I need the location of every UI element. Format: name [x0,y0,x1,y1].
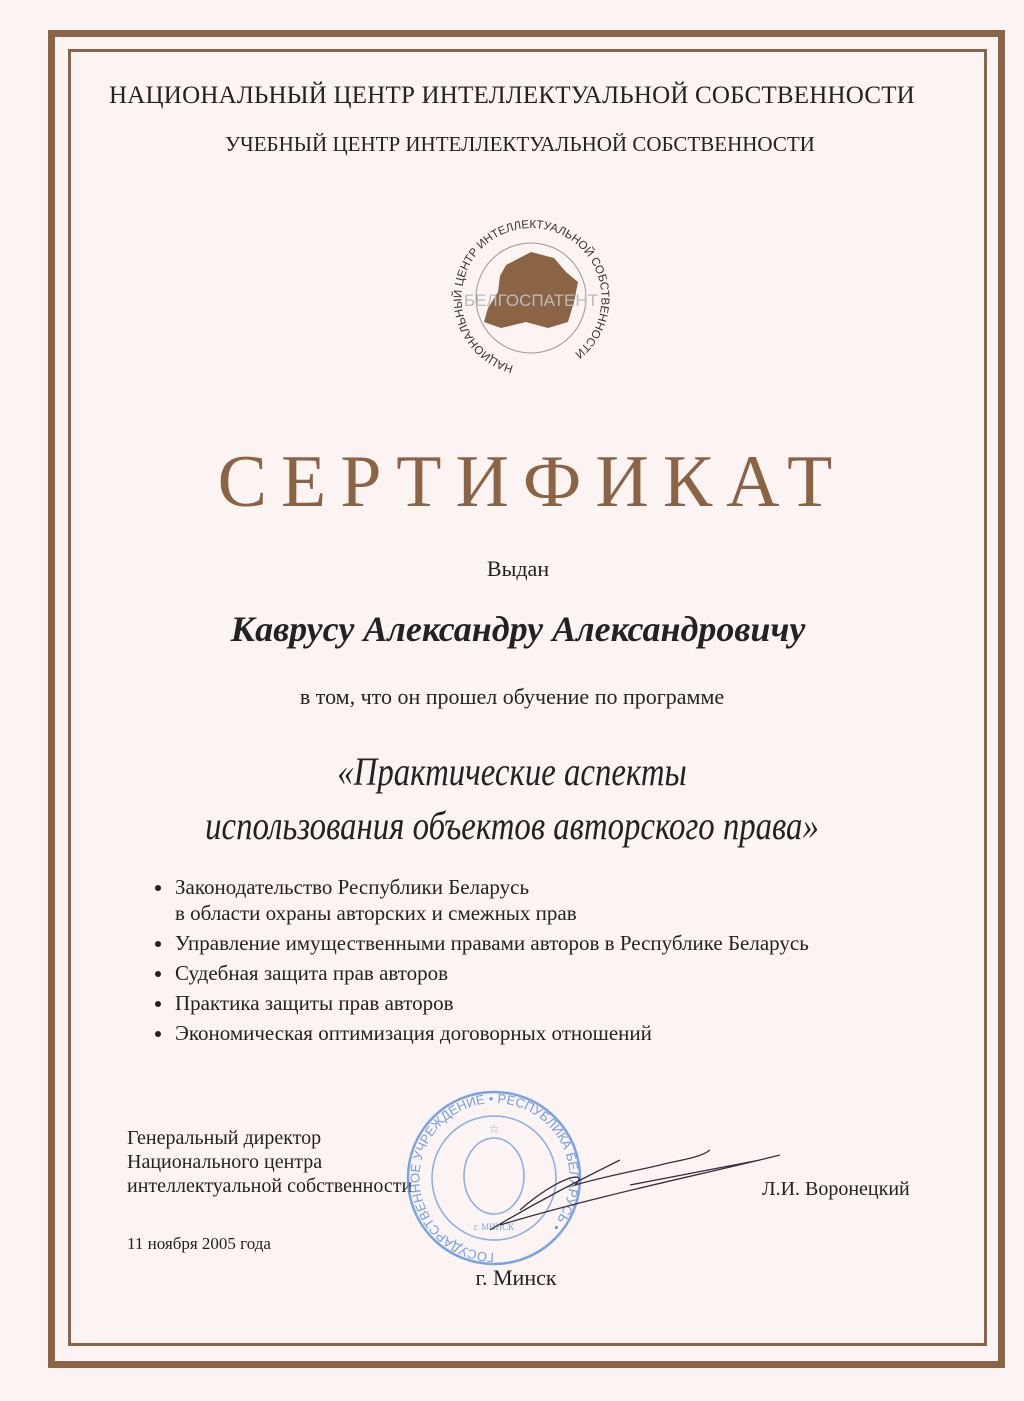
svg-text:☆: ☆ [488,1122,500,1136]
list-item: Судебная защита прав авторов [150,960,809,986]
statement: в том, что он прошел обучение по программе [299,684,725,709]
recipient-name: Каврусу Александру Александровичу [230,609,806,649]
list-item: Практика защиты прав авторов [150,990,809,1016]
issue-date: 11 ноября 2005 года [127,1234,271,1253]
list-item: Экономическая оптимизация договорных отношений [150,1020,809,1046]
list-item: Законодательство Республики Беларусь в области охраны авторских и смежных прав [150,874,809,926]
belgospatent-logo [436,210,626,380]
svg-text:ГОСУДАРСТВЕННОЕ УЧРЕЖДЕНИЕ • Р: ГОСУДАРСТВЕННОЕ УЧРЕЖДЕНИЕ • РЕСПУБЛИКА БЕЛАРУСЬ • [407,1090,582,1266]
organization-heading: НАЦИОНАЛЬНЫЙ ЦЕНТР ИНТЕЛЛЕКТУАЛЬНОЙ СОБСТВЕННОСТИ [109,82,915,109]
svg-text:г. МИНСК: г. МИНСК [473,1222,515,1232]
svg-text:БЕЛГОСПАТЕНТ: БЕЛГОСПАТЕНТ [463,291,599,310]
city: г. Минск [475,1265,557,1290]
issued-label: Выдан [486,556,550,581]
svg-text:НАЦИОНАЛЬНЫЙ ЦЕНТР ИНТЕЛЛЕКТУА: НАЦИОНАЛЬНЫЙ ЦЕНТР ИНТЕЛЛЕКТУАЛЬНОЙ СОБСТВЕННОСТИ [452,218,611,375]
signer-position: Генеральный директор Национального центра интеллектуальной собственности [127,1127,413,1197]
sub-organization-heading: УЧЕБНЫЙ ЦЕНТР ИНТЕЛЛЕКТУАЛЬНОЙ СОБСТВЕННОСТИ [225,132,815,156]
program-title-line2: использования объектов авторского права» [205,803,819,848]
program-title-line1: «Практические аспекты [337,749,687,794]
signer-name: Л.И. Воронецкий [762,1178,910,1200]
signature [480,1140,790,1240]
list-item: Управление имущественными правами авторов в Республике Беларусь [150,930,809,956]
topics-list [150,874,809,1050]
certificate-title: СЕРТИФИКАТ [217,441,847,523]
